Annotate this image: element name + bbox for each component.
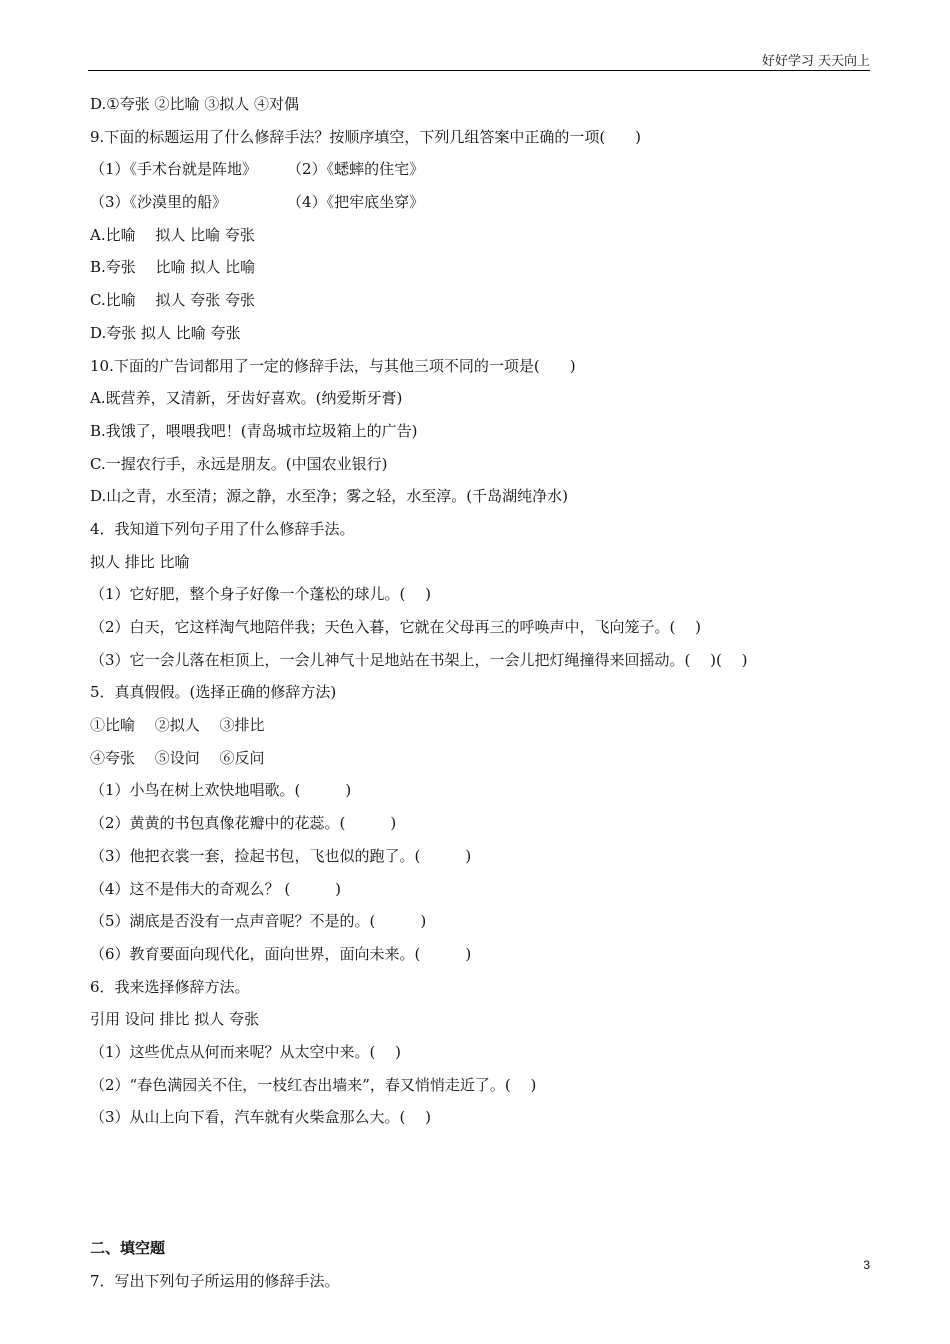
text-line: （2）“春色满园关不住，一枝红杏出墙来”，春又悄悄走近了。( ) bbox=[90, 1075, 537, 1094]
header-motto: 好好学习 天天向上 bbox=[761, 54, 870, 69]
text-line: （3）《沙漠里的船》 （4）《把牢底坐穿》 bbox=[90, 193, 425, 212]
text-line: （6）教育要面向现代化，面向世界，面向未来。( ) bbox=[90, 944, 472, 963]
option-d: D.夸张 拟人 比喻 夸张 bbox=[90, 323, 241, 342]
text-line: （1）它好肥，整个身子好像一个蓬松的球儿。( ) bbox=[90, 585, 432, 604]
text-line: （1）小鸟在树上欢快地唱歌。( ) bbox=[90, 781, 352, 800]
text-line: （3）它一会儿落在柜顶上，一会儿神气十足地站在书架上，一会儿把灯绳撞得来回摇动。( )( ) bbox=[90, 650, 748, 669]
option-b: B.夸张 比喻 拟人 比喻 bbox=[90, 258, 256, 277]
choice-list: ①比喻 ②拟人 ③排比 bbox=[90, 716, 265, 735]
text-line: （3）从山上向下看，汽车就有火柴盒那么大。( ) bbox=[90, 1108, 432, 1127]
section-title: 二、填空题 bbox=[90, 1239, 166, 1257]
option-a: A.既营养，又清新，牙齿好喜欢。(纳爱斯牙膏) bbox=[90, 389, 403, 408]
text-line: （2）黄黄的书包真像花瓣中的花蕊。( ) bbox=[90, 814, 397, 833]
question-9: 9.下面的标题运用了什么修辞手法？按顺序填空，下列几组答案中正确的一项( ) bbox=[90, 127, 642, 146]
text-line: D.①夸张 ②比喻 ③拟人 ④对偶 bbox=[90, 95, 300, 113]
option-d: D.山之青，水至清；源之静，水至净；雾之轻，水至淳。(千岛湖纯净水) bbox=[90, 487, 568, 506]
option-c: C.一握农行手，永远是朋友。(中国农业银行) bbox=[90, 454, 388, 473]
spacer bbox=[90, 1134, 880, 1232]
choice-list: ④夸张 ⑤设问 ⑥反问 bbox=[90, 748, 265, 767]
document-body bbox=[90, 88, 880, 1297]
question-10: 10.下面的广告词都用了一定的修辞手法，与其他三项不同的一项是( ) bbox=[90, 356, 576, 375]
text-line: （4）这不是伟大的奇观么？ ( ) bbox=[90, 879, 342, 898]
text-line: （5）湖底是否没有一点声音呢？不是的。( ) bbox=[90, 912, 427, 931]
text-line: （3）他把衣裳一套，捡起书包，飞也似的跑了。( ) bbox=[90, 846, 472, 865]
option-a: A.比喻 拟人 比喻 夸张 bbox=[90, 225, 255, 244]
page-number: 3 bbox=[863, 1258, 870, 1272]
option-b: B.我饿了，喂喂我吧！(青岛城市垃圾箱上的广告) bbox=[90, 421, 418, 440]
choice-list: 引用 设问 排比 拟人 夸张 bbox=[90, 1010, 260, 1029]
question-5: 5．真真假假。(选择正确的修辞方法) bbox=[90, 683, 337, 702]
question-6: 6．我来选择修辞方法。 bbox=[90, 977, 250, 996]
page-header bbox=[88, 46, 870, 71]
text-line: （1）《手术台就是阵地》 （2）《蟋蟀的住宅》 bbox=[90, 160, 425, 179]
question-7: 7．写出下列句子所运用的修辞手法。 bbox=[90, 1271, 340, 1290]
question-4: 4．我知道下列句子用了什么修辞手法。 bbox=[90, 519, 355, 538]
choice-list: 拟人 排比 比喻 bbox=[90, 552, 190, 571]
text-line: （2）白天，它这样淘气地陪伴我；天色入暮，它就在父母再三的呼唤声中，飞向笼子。( ) bbox=[90, 618, 702, 636]
text-line: （1）这些优点从何而来呢？从太空中来。( ) bbox=[90, 1042, 402, 1061]
option-c: C.比喻 拟人 夸张 夸张 bbox=[90, 291, 256, 310]
